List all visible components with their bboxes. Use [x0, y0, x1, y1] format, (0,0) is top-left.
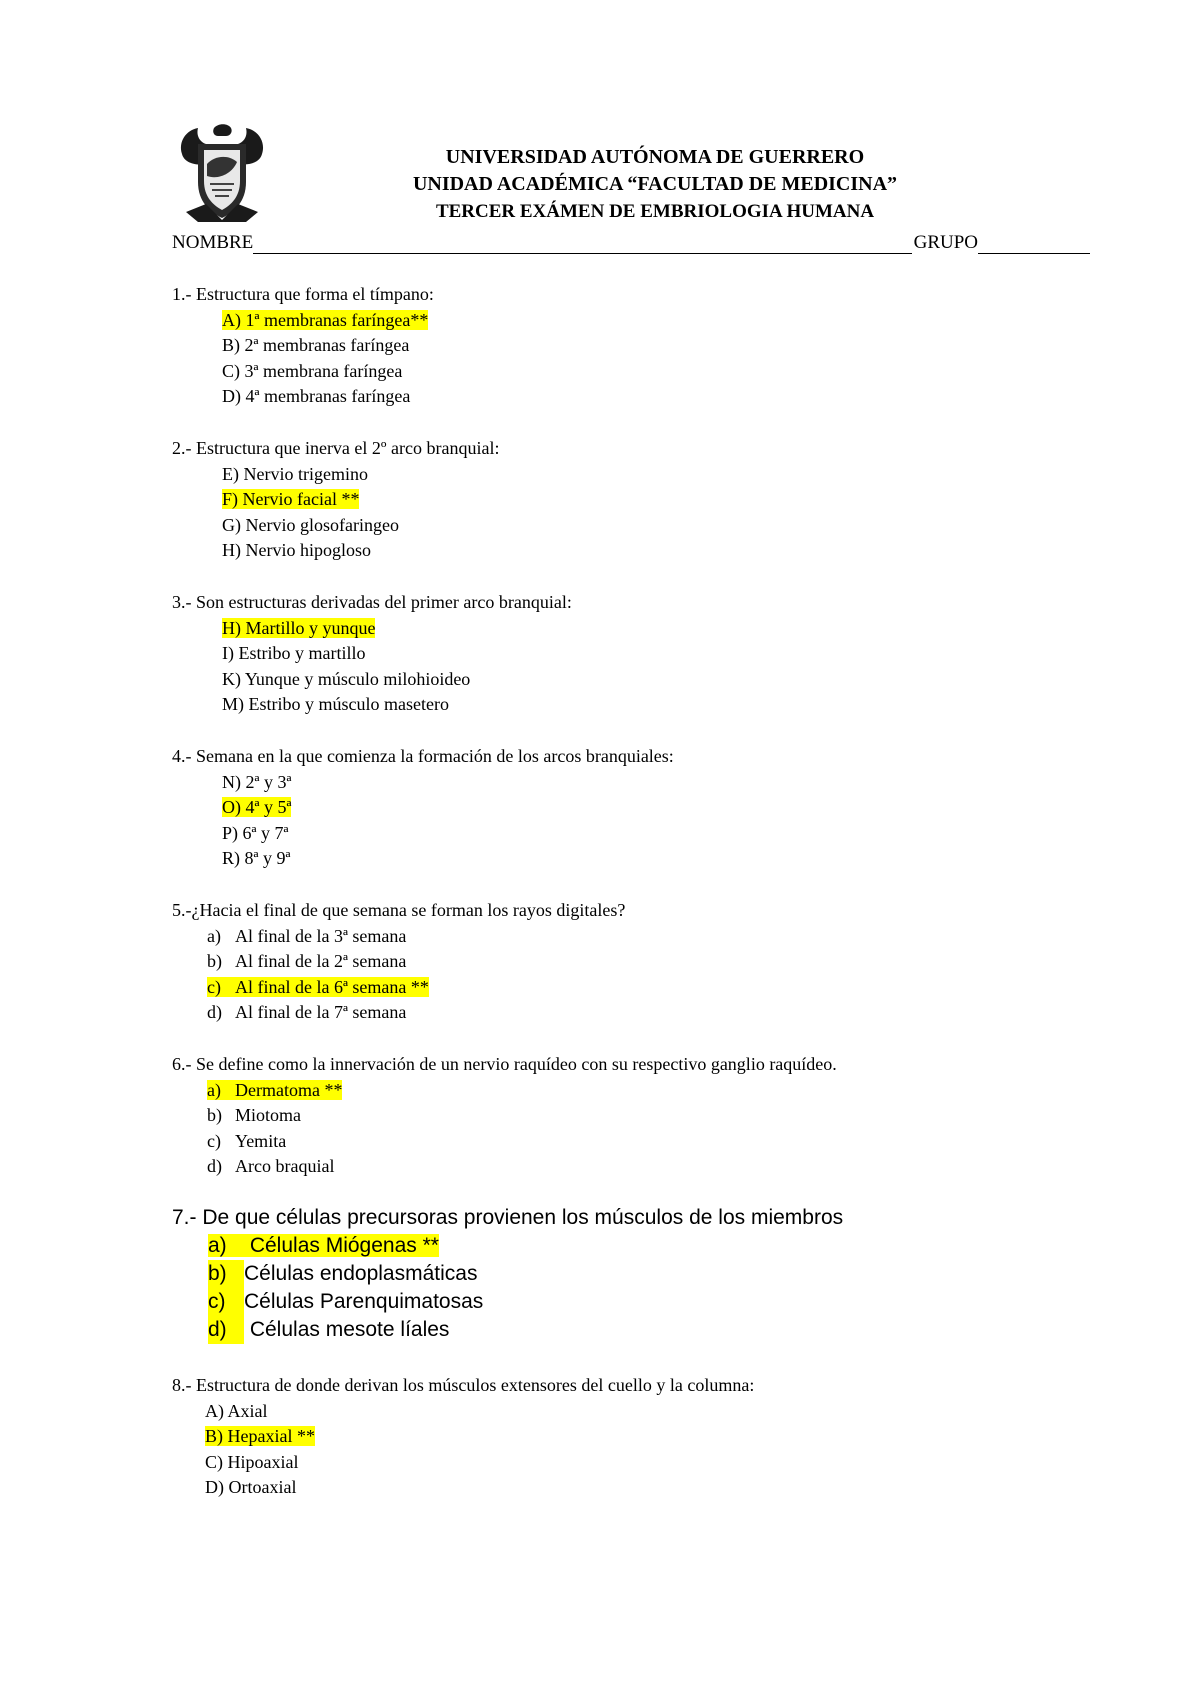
- answer-option[interactable]: [207, 949, 625, 975]
- option-text: Miotoma: [235, 1105, 301, 1125]
- answer-option[interactable]: [208, 1260, 843, 1288]
- highlighted-answer: A) 1ª membranas faríngea**: [222, 309, 429, 330]
- student-info-row: [172, 226, 1090, 254]
- answer-option[interactable]: B) 2ª membranas faríngea: [222, 335, 410, 355]
- option-text: Yemita: [235, 1130, 287, 1151]
- answer-option[interactable]: G) Nervio glosofaringeo: [222, 514, 399, 535]
- answer-option[interactable]: [208, 1288, 843, 1316]
- answer-option[interactable]: R) 8ª y 9ª: [222, 848, 291, 868]
- university-name: UNIVERSIDAD AUTÓNOMA DE GUERRERO: [445, 146, 865, 168]
- question-3: [172, 590, 572, 718]
- highlighted-answer: [207, 1080, 342, 1100]
- option-text: Al final de la 7ª semana: [235, 1002, 407, 1022]
- option-text: Arco braquial: [235, 1156, 335, 1176]
- option-letter: a): [207, 1079, 221, 1100]
- answer-option[interactable]: [222, 795, 674, 821]
- question-stem: 7.- De que células precursoras provienen los músculos de los miembros: [172, 1206, 844, 1229]
- option-letter: a): [207, 925, 221, 946]
- answer-option[interactable]: [207, 924, 625, 950]
- group-field[interactable]: [978, 231, 1090, 254]
- option-letter: b): [207, 1105, 222, 1125]
- highlighted-answer: O) 4ª y 5ª: [222, 797, 292, 817]
- answer-option[interactable]: [207, 1000, 625, 1026]
- option-letter: a): [208, 1234, 227, 1257]
- faculty-name: UNIDAD ACADÉMICA “FACULTAD DE MEDICINA”: [412, 173, 898, 195]
- answer-option[interactable]: [222, 487, 499, 513]
- answer-option[interactable]: [208, 1316, 843, 1344]
- answer-option[interactable]: M) Estribo y músculo masetero: [222, 694, 449, 714]
- highlighted-answer: [207, 977, 429, 997]
- answer-option[interactable]: [222, 308, 434, 334]
- name-field[interactable]: [253, 231, 911, 254]
- option-text: Al final de la 2ª semana: [235, 951, 407, 971]
- option-text: Células mesote líales: [244, 1318, 450, 1341]
- answer-option[interactable]: P) 6ª y 7ª: [222, 822, 289, 843]
- answer-option[interactable]: [207, 1129, 837, 1155]
- option-letter: c): [207, 976, 221, 997]
- highlighted-answer: B) Hepaxial **: [205, 1426, 315, 1446]
- answer-option[interactable]: H) Nervio hipogloso: [222, 540, 371, 560]
- answer-option[interactable]: [207, 1154, 837, 1180]
- answer-option[interactable]: K) Yunque y músculo milohioideo: [222, 668, 471, 689]
- question-stem: 5.-¿Hacia el final de que semana se forman los rayos digitales?: [172, 900, 626, 920]
- highlighted-answer: H) Martillo y yunque: [222, 617, 376, 638]
- answer-option[interactable]: D) 4ª membranas faríngea: [222, 386, 411, 406]
- option-letter: d): [208, 1316, 244, 1344]
- question-1: [172, 282, 434, 410]
- option-text: Al final de la 6ª semana **: [235, 976, 429, 997]
- answer-option[interactable]: C) 3ª membrana faríngea: [222, 360, 403, 381]
- question-stem: 3.- Son estructuras derivadas del primer arco branquial:: [172, 592, 572, 612]
- answer-option[interactable]: D) Ortoaxial: [205, 1477, 297, 1497]
- answer-option[interactable]: C) Hipoaxial: [205, 1451, 299, 1472]
- option-text: Células Miógenas **: [244, 1234, 439, 1257]
- answer-option[interactable]: N) 2ª y 3ª: [222, 771, 292, 792]
- option-letter: b): [207, 951, 222, 971]
- answer-option[interactable]: [205, 1424, 754, 1450]
- document-header: [290, 144, 1020, 225]
- answer-option[interactable]: [207, 1103, 837, 1129]
- option-letter: c): [207, 1130, 221, 1151]
- answer-option[interactable]: [222, 616, 572, 642]
- option-letter: b): [208, 1260, 244, 1288]
- university-eagle-seal-icon: [176, 124, 268, 224]
- answer-option[interactable]: [208, 1232, 843, 1260]
- highlighted-answer: F) Nervio facial **: [222, 489, 360, 509]
- question-5: [172, 898, 625, 1026]
- option-letter: d): [207, 1156, 222, 1176]
- option-letter: c): [208, 1288, 244, 1316]
- answer-option[interactable]: [207, 1078, 837, 1104]
- option-letter: d): [207, 1002, 222, 1022]
- group-label: GRUPO: [913, 232, 978, 253]
- question-stem: 1.- Estructura que forma el tímpano:: [172, 284, 434, 304]
- question-7: [172, 1204, 843, 1344]
- question-stem: 8.- Estructura de donde derivan los músculos extensores del cuello y la columna:: [172, 1375, 755, 1395]
- question-8: [172, 1373, 754, 1501]
- option-text: Dermatoma **: [235, 1079, 343, 1100]
- option-text: Células endoplasmáticas: [244, 1262, 478, 1285]
- question-stem: 6.- Se define como la innervación de un nervio raquídeo con su respectivo ganglio raquídeo.: [172, 1054, 837, 1074]
- highlighted-answer: [208, 1234, 439, 1257]
- exam-title: TERCER EXÁMEN DE EMBRIOLOGIA HUMANA: [435, 201, 875, 222]
- answer-option[interactable]: [207, 975, 625, 1001]
- question-6: [172, 1052, 837, 1180]
- name-label: NOMBRE: [172, 232, 254, 253]
- question-4: [172, 744, 674, 872]
- answer-option[interactable]: A) Axial: [205, 1400, 268, 1421]
- question-stem: 4.- Semana en la que comienza la formación de los arcos branquiales:: [172, 746, 674, 766]
- option-text: Al final de la 3ª semana: [235, 925, 407, 946]
- question-2: [172, 436, 499, 564]
- answer-option[interactable]: I) Estribo y martillo: [222, 643, 366, 663]
- option-text: Células Parenquimatosas: [244, 1290, 484, 1313]
- answer-option[interactable]: E) Nervio trigemino: [222, 463, 368, 484]
- question-stem: 2.- Estructura que inerva el 2º arco branquial:: [172, 438, 500, 458]
